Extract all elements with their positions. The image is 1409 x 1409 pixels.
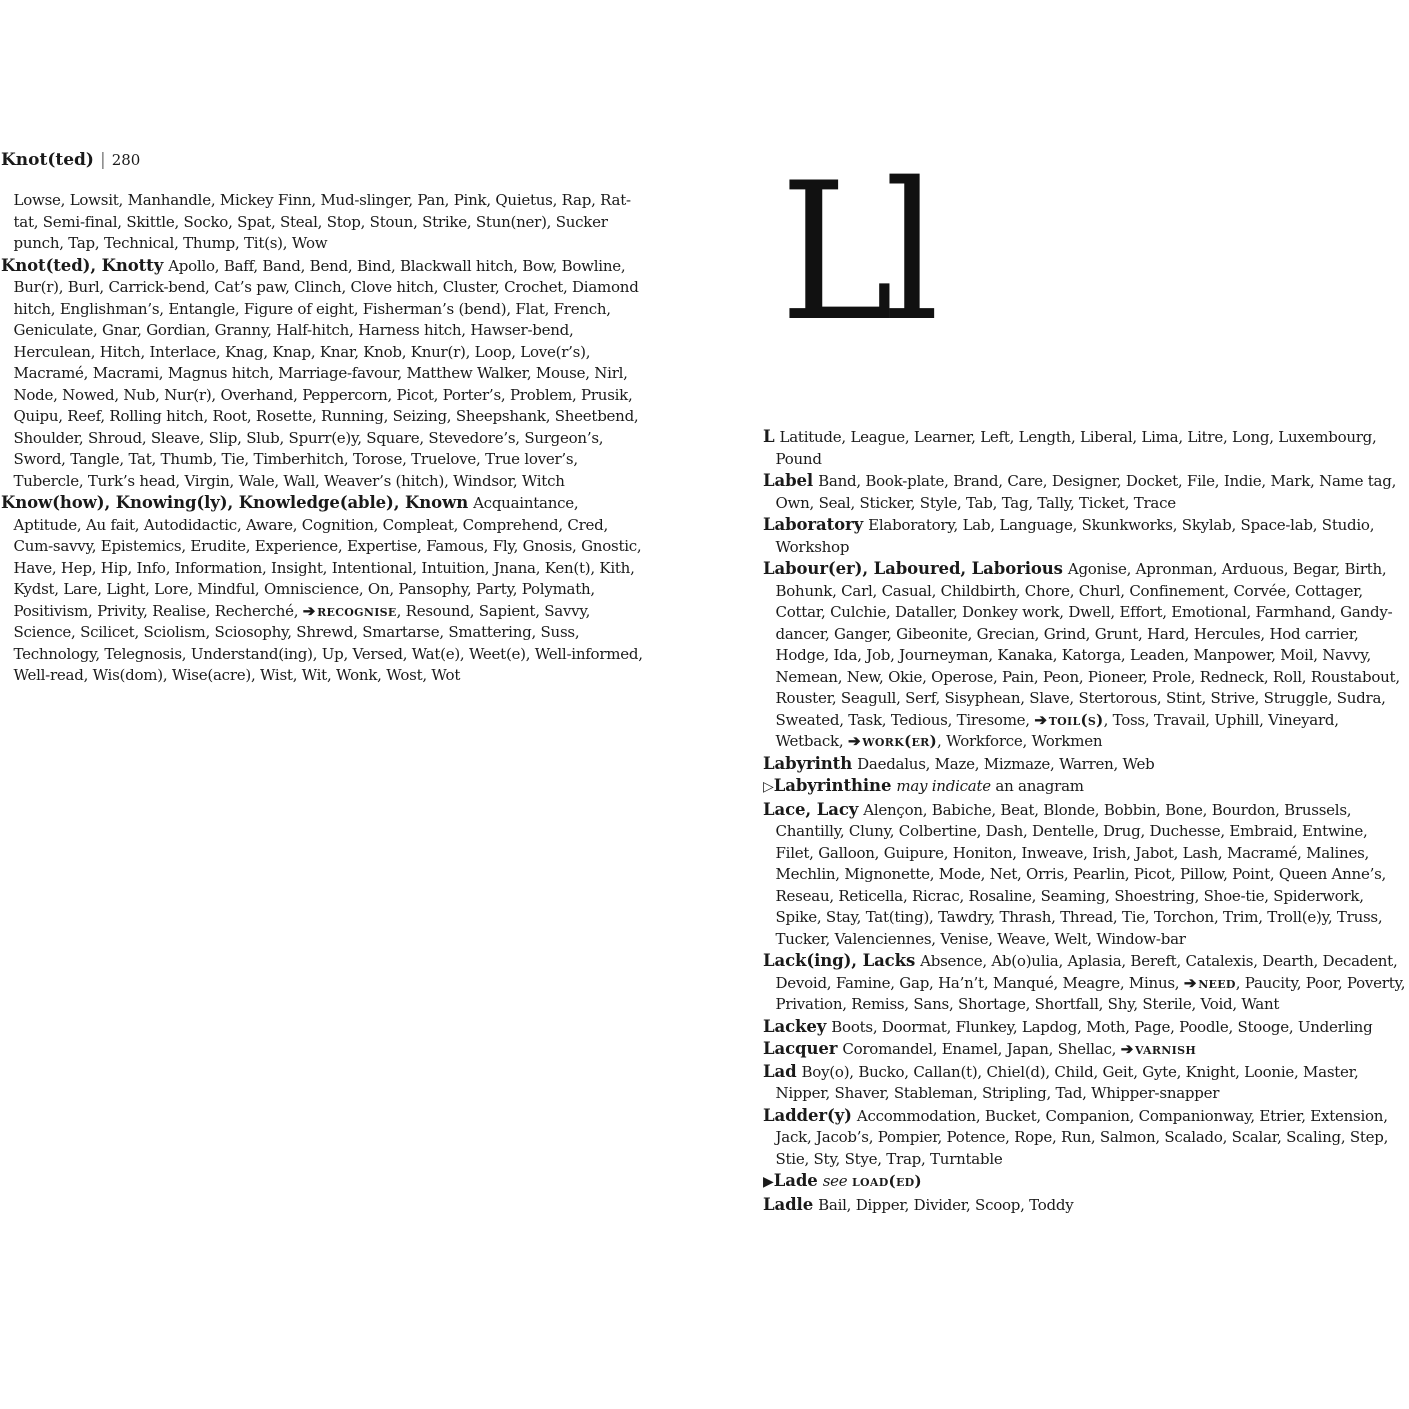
entry-lace <box>763 799 1409 951</box>
entry-l <box>763 426 1409 470</box>
running-head <box>1 149 140 171</box>
running-head-separator: | <box>99 150 106 170</box>
play-triangle-icon: ▶ <box>763 1174 774 1190</box>
entry-text: Boy(o), Bucko, Callan(t), Chiel(d), Child, Geit, Gyte, Knight, Loonie, Master, Nipper, Shaver, Stableman, Stripling, Tad, Whipper-snapper <box>775 1062 1359 1102</box>
headword: Know(how), Knowing(ly), Knowledge(able), Known <box>1 493 469 512</box>
entry-continuation: Lowse, Lowsit, Manhandle, Mickey Finn, Mud-slinger, Pan, Pink, Quietus, Rap, Rat-tat, Semi-final, Skittle, Socko, Spat, Steal, Stop, Stoun, Strike, Stun(ner), Sucker punch, Tap, Technical, Thump, Tit(s), Wow <box>13 191 631 252</box>
entry-text: Acquaintance, Aptitude, Au fait, Autodidactic, Aware, Cognition, Compleat, Comprehend, Cred, Cum-savvy, Epistemics, Erudite, Experience, Expertise, Famous, Fly, Gnosis, Gnostic, Have, Hep, Hip, Info, Information, Insight, Intentional, Intuition, Jnana, Ken(t), Kith, Kydst, Lare, Light, Lore, Mindful, Omniscience, On, Pansophy, Party, Polymath, Positivism, Privity, Realise, Recherché, <box>13 494 642 620</box>
cross-reference: load(ed) <box>851 1172 922 1190</box>
entry-know <box>1 492 649 687</box>
entry-text: Bail, Dipper, Divider, Scoop, Toddy <box>818 1195 1074 1214</box>
running-head-word: Knot(ted) <box>1 150 94 170</box>
right-column <box>763 426 1409 1216</box>
headword: Lacquer <box>763 1039 838 1058</box>
headword: Labyrinth <box>763 753 853 773</box>
entry-lackey <box>763 1016 1409 1039</box>
cross-reference: toil(s) <box>1048 710 1104 729</box>
arrow-icon: ➔ <box>1183 973 1197 992</box>
entry-text: Alençon, Babiche, Beat, Blonde, Bobbin, Bone, Bourdon, Brussels, Chantilly, Cluny, Colbertine, Dash, Dentelle, Drug, Duchesse, Embraid, Entwine, Filet, Galloon, Guipure, Honiton, Inweave, Irish, Jabot, Lash, Macramé, Malines, Mechlin, Mignonette, Mode, Net, Orris, Pearlin, Picot, Pillow, Point, Queen Anne’s, Reseau, Reticella, Ricrac, Rosaline, Seaming, Shoestring, Shoe-tie, Spiderwork, Spike, Stay, Tat(ting), Tawdry, Thrash, Thread, Tie, Torchon, Trim, Troll(e)y, Truss, Tucker, Valenciennes, Venise, Weave, Welt, Window-bar <box>775 800 1387 948</box>
usage-note: may indicate <box>896 777 991 795</box>
section-letter: Ll <box>780 142 931 363</box>
headword: Lackey <box>763 1016 827 1036</box>
entry-lad <box>763 1061 1409 1105</box>
headword: L <box>763 427 775 446</box>
entry-text: , Resound, Sapient, Savvy, Science, Scilicet, Sciolism, Sciosophy, Shrewd, Smartarse, Smattering, Suss, Technology, Telegnosis, Understand(ing), Up, Versed, Wat(e), Weet(e), Well-informed, Well-read, Wis(dom), Wise(acre), Wist, Wit, Wonk, Wost, Wot <box>13 601 643 684</box>
arrow-icon: ➔ <box>302 601 316 620</box>
entry-label <box>763 470 1409 514</box>
headword: Ladder(y) <box>763 1105 852 1125</box>
entry-text: Agonise, Apronman, Arduous, Begar, Birth, Bohunk, Carl, Casual, Childbirth, Chore, Churl, Confinement, Corvée, Cottager, Cottar, Culchie, Dataller, Donkey work, Dwell, Effort, Emotional, Farmhand, Gandy-dancer, Ganger, Gibeonite, Grecian, Grind, Grunt, Hard, Hercules, Hod carrier, Hodge, Ida, Job, Journeyman, Kanaka, Katorga, Leaden, Manpower, Moil, Navvy, Nemean, New, Okie, Operose, Pain, Peon, Pioneer, Prole, Redneck, Roll, Roustabout, Rouster, Seagull, Serf, Sisyphean, Slave, Stertorous, Stint, Strive, Struggle, Sudra, Sweated, Task, Tedious, Tiresome, <box>775 560 1400 729</box>
entry-ladle <box>763 1194 1409 1217</box>
entry-text: Absence, Ab(o)ulia, Aplasia, Bereft, Catalexis, Dearth, Decadent, Devoid, Famine, Gap, Ha’n’t, Manqué, Meagre, Minus, <box>775 952 1398 992</box>
entry-labyrinth <box>763 753 1409 776</box>
entry-labour <box>763 558 1409 753</box>
entry-text: Accommodation, Bucket, Companion, Companionway, Etrier, Extension, Jack, Jacob’s, Pompier, Potence, Rope, Run, Salmon, Scalado, Scalar, Scaling, Step, Stie, Sty, Stye, Trap, Turntable <box>775 1106 1389 1168</box>
arrow-icon: ➔ <box>1034 710 1047 729</box>
headword: Labyrinthine <box>773 776 892 795</box>
entry-ladder <box>763 1105 1409 1171</box>
entry-lacquer <box>763 1038 1409 1061</box>
headword: Lade <box>773 1171 818 1190</box>
cross-reference: need <box>1198 973 1236 992</box>
entry-text: , Toss, Travail, Uphill, Vineyard, Wetback, <box>775 710 1339 750</box>
entry-text: Coromandel, Enamel, Japan, Shellac, <box>842 1040 1117 1058</box>
arrow-icon: ➔ <box>847 732 861 750</box>
entry-text: Apollo, Baff, Band, Bend, Bind, Blackwall hitch, Bow, Bowline, Bur(r), Burl, Carrick-bend, Cat’s paw, Clinch, Clove hitch, Cluster, Crochet, Diamond hitch, Englishman’s, Entangle, Figure of eight, Fisherman’s (bend), Flat, French, Geniculate, Gnar, Gordian, Granny, Half-hitch, Harness hitch, Hawser-bend, Herculean, Hitch, Interlace, Knag, Knap, Knar, Knob, Knur(r), Loop, Love(r’s), Macramé, Macrami, Magnus hitch, Marriage-favour, Matthew Walker, Mouse, Nirl, Node, Nowed, Nub, Nur(r), Overhand, Peppercorn, Picot, Porter’s, Problem, Prusik, Quipu, Reef, Rolling hitch, Root, Rosette, Running, Seizing, Sheepshank, Sheetbend, Shoulder, Shroud, Sleave, Slip, Slub, Spurr(e)y, Square, Stevedore’s, Surgeon’s, Sword, Tangle, Tat, Thumb, Tie, Timberhitch, Torose, Truelove, True lover’s, Tubercle, Turk’s head, Virgin, Wale, Wall, Weaver’s (hitch), Windsor, Witch <box>13 256 639 490</box>
entry-lade <box>763 1170 1409 1194</box>
headword: Ladle <box>763 1194 814 1214</box>
entry-text: Band, Book-plate, Brand, Care, Designer, Docket, File, Indie, Mark, Name tag, Own, Seal, Sticker, Style, Tab, Tag, Tally, Ticket, Trace <box>775 472 1397 512</box>
entry-text: Boots, Doormat, Flunkey, Lapdog, Moth, Page, Poodle, Stooge, Underling <box>831 1017 1373 1036</box>
cross-reference: recognise <box>317 601 397 620</box>
headword: Lace, Lacy <box>763 799 859 819</box>
headword: Lad <box>763 1061 797 1081</box>
headword: Labour(er), Laboured, Laborious <box>763 559 1063 578</box>
entry-knot <box>1 255 649 493</box>
left-column <box>1 190 649 687</box>
page-number: 280 <box>111 151 141 169</box>
entry-text: , Paucity, Poor, Poverty, Privation, Remiss, Sans, Shortage, Shortfall, Shy, Sterile, Void, Want <box>775 973 1406 1013</box>
cross-reference: work(er) <box>862 732 938 750</box>
entry-lack <box>763 950 1409 1016</box>
usage-note: see <box>822 1172 848 1190</box>
headword: Knot(ted), Knotty <box>1 255 164 275</box>
entry-text: , Workforce, Workmen <box>937 732 1103 750</box>
entry-text: Elaboratory, Lab, Language, Skunkworks, Skylab, Space-lab, Studio, Workshop <box>775 516 1375 556</box>
entry-text: Daedalus, Maze, Mizmaze, Warren, Web <box>857 754 1155 773</box>
entry-text: Latitude, League, Learner, Left, Length, Liberal, Lima, Litre, Long, Luxembourg, Pound <box>775 428 1377 468</box>
headword: Lack(ing), Lacks <box>763 951 916 970</box>
cross-reference: varnish <box>1135 1040 1197 1058</box>
anagram-indicator-icon: ▷ <box>763 779 774 795</box>
headword: Laboratory <box>763 515 864 534</box>
headword: Label <box>763 471 814 490</box>
entry-text: an anagram <box>995 777 1084 795</box>
entry-laboratory <box>763 514 1409 558</box>
arrow-icon: ➔ <box>1120 1040 1134 1058</box>
entry-labyrinthine <box>763 775 1409 799</box>
